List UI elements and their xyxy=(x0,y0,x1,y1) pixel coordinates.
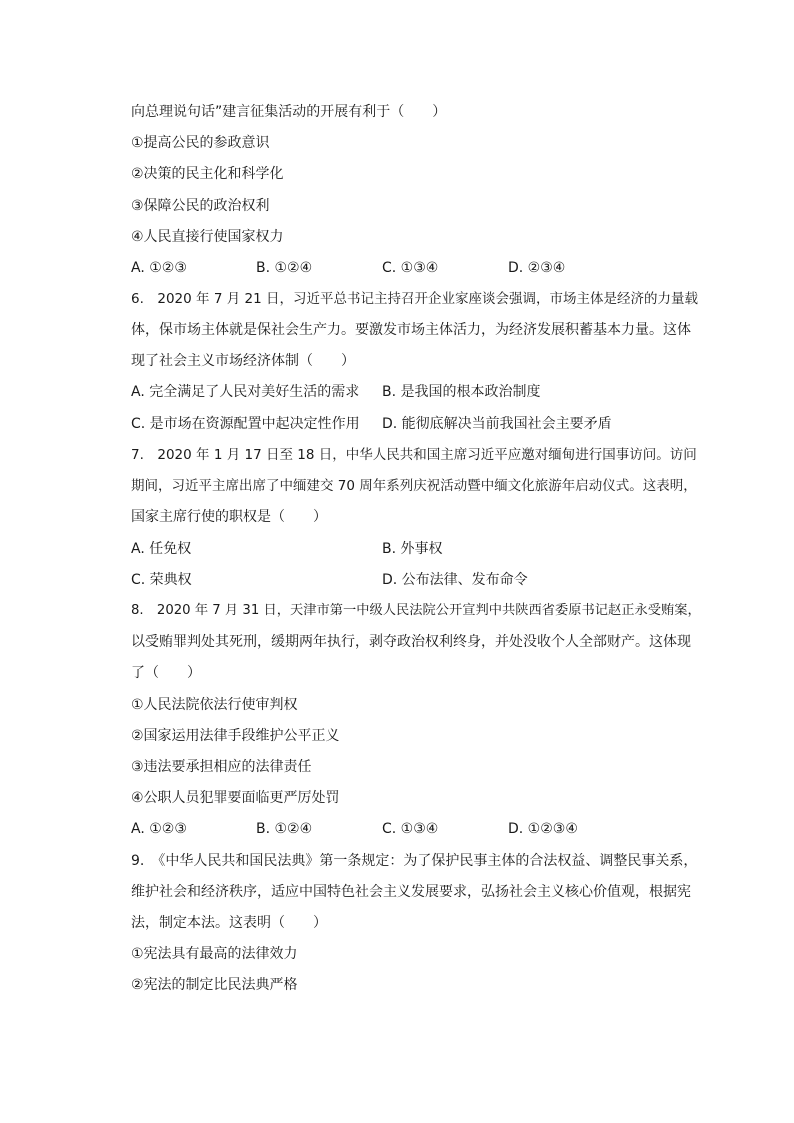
q8-stem-line-3: 了（ ） xyxy=(131,665,201,681)
q5-stem-tail: 向总理说句话”建言征集活动的开展有利于（ ） xyxy=(131,104,447,120)
q6-stem-line-2: 体，保市场主体就是保社会生产力。要激发市场主体活力，为经济发展积蓄基本力量。这体 xyxy=(131,322,691,338)
q6-option-a: A. 完全满足了人民对美好生活的需求 xyxy=(131,384,360,400)
q6-option-c: C. 是市场在资源配置中起决定性作用 xyxy=(131,416,360,432)
q9-stem-line-3: 法，制定本法。这表明（ ） xyxy=(131,915,327,931)
q9-stem-line-1: 9. 《中华人民共和国民法典》第一条规定：为了保护民事主体的合法权益、调整民事关系， xyxy=(131,853,698,869)
q8-item-2: ②国家运用法律手段维护公平正义 xyxy=(131,728,340,744)
q5-item-2: ②决策的民主化和科学化 xyxy=(131,166,284,182)
q7-stem-line-3: 国家主席行使的职权是（ ） xyxy=(131,509,327,525)
q5-option-d: D. ②③④ xyxy=(508,260,566,276)
q9-stem-line-2: 维护社会和经济秩序，适应中国特色社会主义发展要求，弘扬社会主义核心价值观，根据宪 xyxy=(131,884,691,900)
q9-item-1: ①宪法具有最高的法律效力 xyxy=(131,946,298,962)
q5-item-4: ④人民直接行使国家权力 xyxy=(131,229,284,245)
q8-item-1: ①人民法院依法行使审判权 xyxy=(131,697,298,713)
q7-stem-line-1: 7. 2020 年 1 月 17 日至 18 日，中华人民共和国主席习近平应邀对缅甸进行国事访问。访问 xyxy=(131,447,697,463)
q5-option-c: C. ①③④ xyxy=(382,260,439,276)
q6-option-b: B. 是我国的根本政治制度 xyxy=(382,384,541,400)
q8-stem-line-2: 以受贿罪判处其死刑，缓期两年执行，剥夺政治权利终身，并处没收个人全部财产。这体现 xyxy=(131,634,691,650)
q5-item-3: ③保障公民的政治权利 xyxy=(131,198,270,214)
q5-option-b: B. ①②④ xyxy=(256,260,313,276)
q8-option-d: D. ①②③④ xyxy=(508,821,578,837)
q6-stem-line-3: 现了社会主义市场经济体制（ ） xyxy=(131,353,355,369)
q7-option-d: D. 公布法律、发布命令 xyxy=(382,572,528,588)
q6-option-d: D. 能彻底解决当前我国社会主要矛盾 xyxy=(382,416,612,432)
q8-stem-line-1: 8. 2020 年 7 月 31 日，天津市第一中级人民法院公开宣判中共陕西省委原书记赵正永受贿案， xyxy=(131,603,701,618)
q9-item-2: ②宪法的制定比民法典严格 xyxy=(131,977,298,993)
q7-option-a: A. 任免权 xyxy=(131,541,192,557)
q8-item-3: ③违法要承担相应的法律责任 xyxy=(131,759,312,775)
q8-option-b: B. ①②④ xyxy=(256,821,313,837)
q7-option-c: C. 荣典权 xyxy=(131,572,192,588)
q8-item-4: ④公职人员犯罪要面临更严厉处罚 xyxy=(131,790,340,806)
q6-stem-line-1: 6. 2020 年 7 月 21 日，习近平总书记主持召开企业家座谈会强调，市场主体是经济的力量载 xyxy=(131,291,698,307)
q8-option-a: A. ①②③ xyxy=(131,821,187,837)
q7-stem-line-2: 期间，习近平主席出席了中缅建交 70 周年系列庆祝活动暨中缅文化旅游年启动仪式。这表明， xyxy=(131,478,697,494)
q5-option-a: A. ①②③ xyxy=(131,260,187,276)
q5-item-1: ①提高公民的参政意识 xyxy=(131,135,270,151)
q7-option-b: B. 外事权 xyxy=(382,541,443,557)
q8-option-c: C. ①③④ xyxy=(382,821,439,837)
